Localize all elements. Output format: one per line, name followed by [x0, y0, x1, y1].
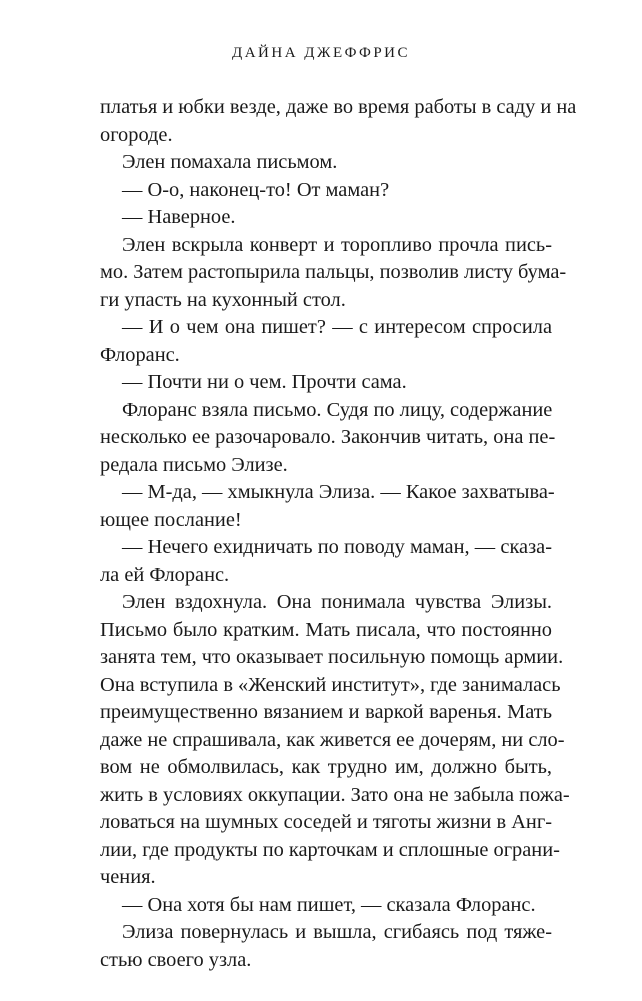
text-line: Письмо было кратким. Мать писала, что постоянно — [100, 618, 552, 641]
text-line: огороде. — [100, 123, 173, 146]
text-line: — Наверное. — [122, 206, 236, 228]
text-line: — Она хотя бы нам пишет, — сказала Флоранс. — [122, 893, 536, 916]
running-header: ДАЙНА ДЖЕФФРИС — [231, 45, 411, 61]
text-line: платья и юбки везде, даже во время работы в саду и на — [100, 96, 577, 118]
text-line: ла ей Флоранс. — [100, 563, 230, 586]
text-line: Флоранс взяла письмо. Судя по лицу, содержание — [122, 398, 553, 421]
text-line: ги упасть на кухонный стол. — [100, 288, 346, 311]
text-line: Флоранс. — [100, 343, 180, 366]
text-line: — О-о, наконец-то! От маман? — [122, 178, 390, 201]
text-line: Элен вскрыла конверт и торопливо прочла пись- — [122, 233, 552, 256]
text-line: лии, где продукты по карточкам и сплошные ограни- — [100, 838, 560, 861]
text-line: мо. Затем растопырила пальцы, позволив листу бума- — [100, 261, 567, 283]
text-line: редала письмо Элизе. — [100, 453, 288, 476]
text-line: жить в условиях оккупации. Зато она не забыла пожа- — [100, 783, 570, 806]
text-line: занята тем, что оказывает посильную помощь армии. — [100, 646, 564, 668]
text-line: несколько ее разочаровало. Закончив читать, она пе- — [100, 426, 556, 448]
text-line: чения. — [100, 866, 156, 888]
text-line: — М-да, — хмыкнула Элиза. — Какое захватыва- — [122, 481, 555, 503]
text-line: даже не спрашивала, как живется ее дочерям, ни сло- — [100, 728, 565, 751]
text-line: Элен вздохнула. Она понимала чувства Элизы. — [122, 591, 552, 613]
text-line: — Почти ни о чем. Прочти сама. — [122, 371, 407, 393]
text-line: вом не обмолвилась, как трудно им, должно быть, — [100, 756, 552, 778]
text-line: — И о чем она пишет? — с интересом спросила — [122, 316, 552, 338]
text-line: стью своего узла. — [100, 948, 252, 971]
text-line: ющее послание! — [100, 508, 242, 531]
text-line: ловаться на шумных соседей и тяготы жизни в Анг- — [100, 811, 552, 833]
text-line: Элен помахала письмом. — [122, 151, 338, 173]
body-text — [100, 94, 577, 974]
text-line: преимущественно вязанием и варкой варенья. Мать — [100, 701, 552, 723]
text-line: Она вступила в «Женский институт», где занималась — [100, 673, 561, 696]
text-line: Элиза повернулась и вышла, сгибаясь под тяже- — [122, 921, 552, 943]
text-line: — Нечего ехидничать по поводу маман, — сказа- — [122, 536, 552, 558]
